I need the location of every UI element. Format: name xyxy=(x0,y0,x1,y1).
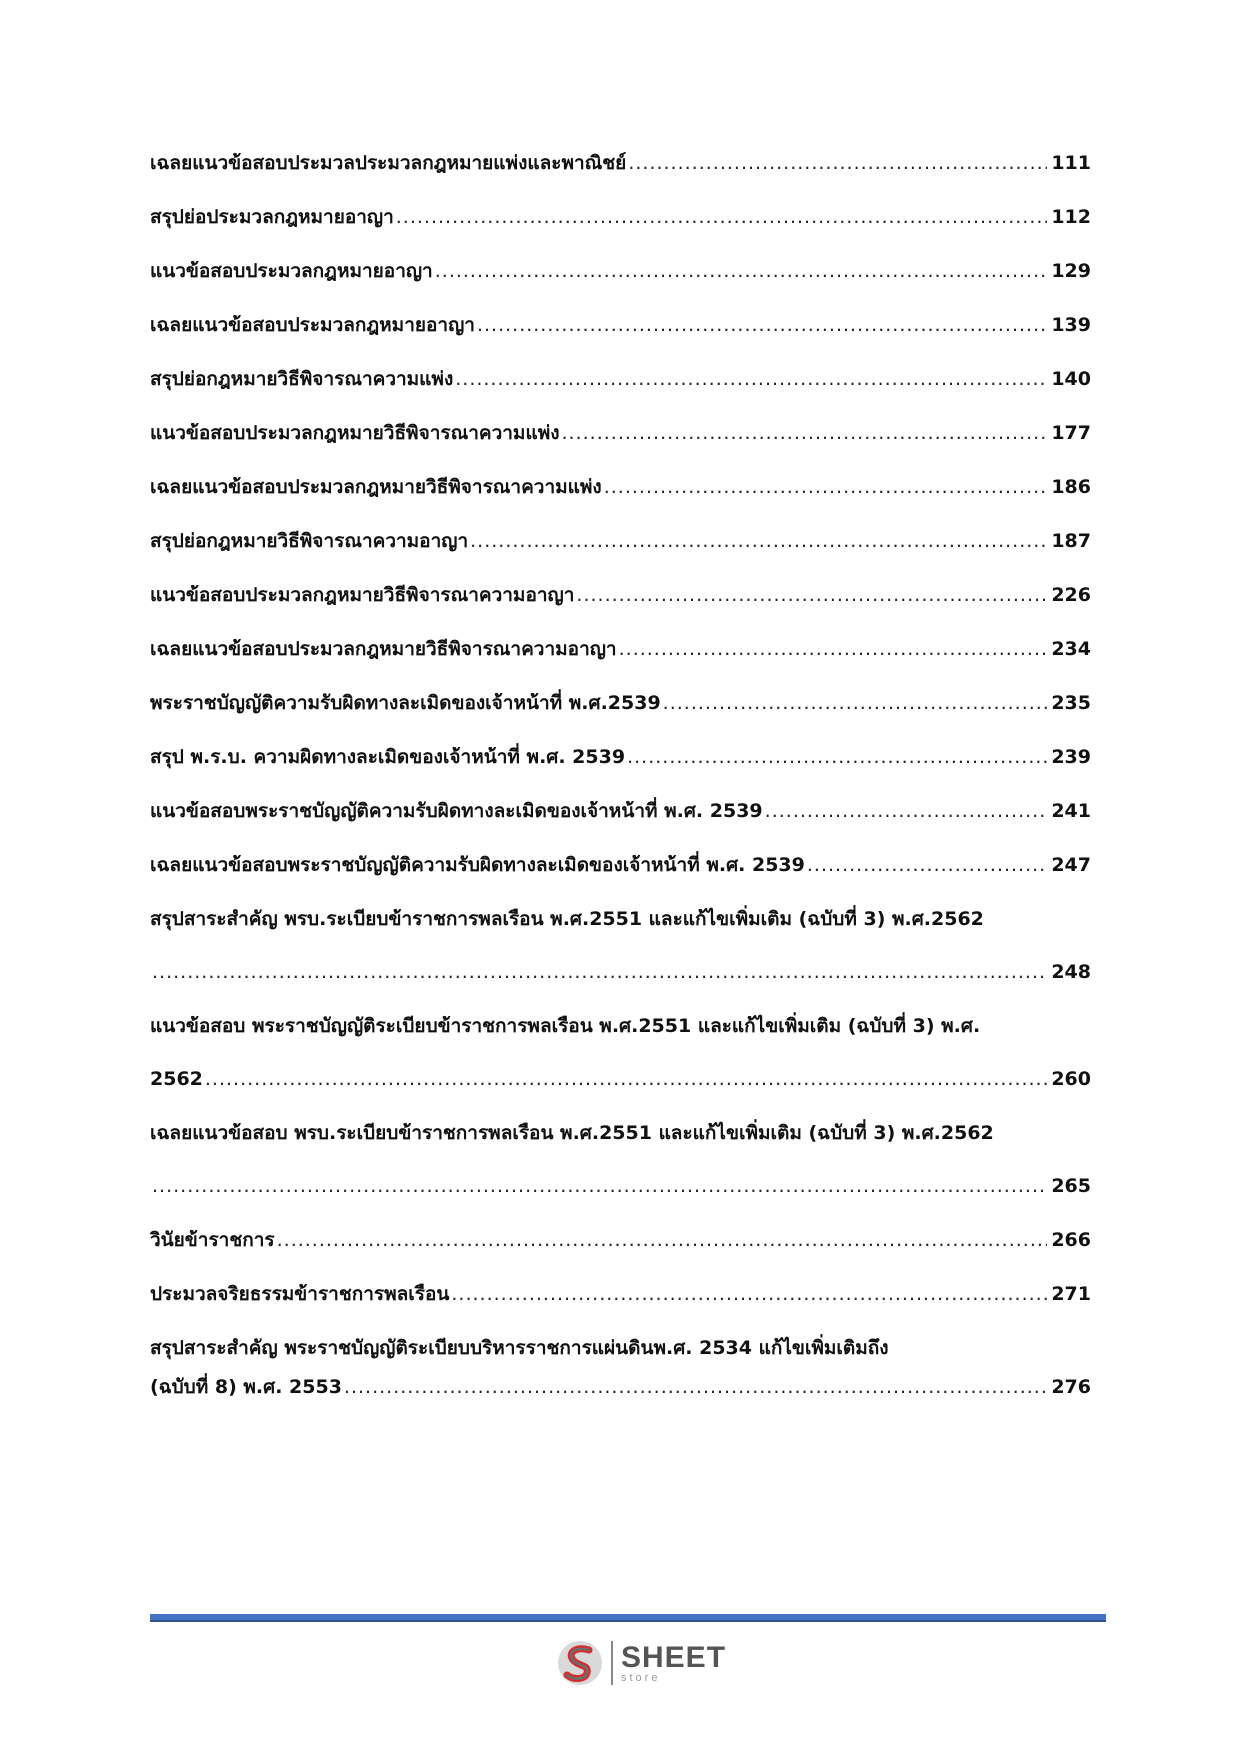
toc-entry[interactable] xyxy=(150,1279,1091,1309)
toc-entry-title: สรุปย่อประมวลกฎหมายอาญา xyxy=(150,206,394,228)
dot-leader xyxy=(628,148,1047,178)
toc-entry-page: 112 xyxy=(1051,206,1091,228)
toc-entry-page: 239 xyxy=(1051,746,1091,768)
toc-entry-title: สรุปย่อกฎหมายวิธีพิจารณาความอาญา xyxy=(150,530,469,552)
toc-entry-title: สรุปสาระสำคัญ พรบ.ระเบียบข้าราชการพลเรือน พ.ศ.2551 และแก้ไขเพิ่มเติม (ฉบับที่ 3) พ.ศ.2562 xyxy=(150,908,984,930)
dot-leader xyxy=(152,1171,1047,1201)
toc-entry-page: 111 xyxy=(1051,152,1091,174)
toc-entry-page: 235 xyxy=(1051,692,1091,714)
toc-entry-title: เฉลยแนวข้อสอบ พรบ.ระเบียบข้าราชการพลเรือน พ.ศ.2551 และแก้ไขเพิ่มเติม (ฉบับที่ 3) พ.ศ.2562 xyxy=(150,1122,994,1144)
toc-entry-title: วินัยข้าราชการ xyxy=(150,1229,275,1251)
toc-entry[interactable] xyxy=(150,580,1091,610)
toc-entry-page: 129 xyxy=(1051,260,1091,282)
toc-entry-page: 247 xyxy=(1051,854,1091,876)
dot-leader xyxy=(344,1372,1047,1402)
toc-entry-page: 265 xyxy=(1051,1175,1091,1197)
dot-leader xyxy=(576,580,1047,610)
logo-text xyxy=(621,1640,727,1684)
toc-entry-page: 186 xyxy=(1051,476,1091,498)
toc-entry-page: 248 xyxy=(1051,961,1091,983)
dot-leader xyxy=(663,688,1048,718)
toc-entry[interactable] xyxy=(150,904,1091,987)
toc-entry[interactable] xyxy=(150,1011,1091,1094)
toc-entry-page: 226 xyxy=(1051,584,1091,606)
toc-entry-page: 241 xyxy=(1051,800,1091,822)
toc-entry[interactable] xyxy=(150,256,1091,286)
toc-entry-page: 139 xyxy=(1051,314,1091,336)
toc-entry[interactable] xyxy=(150,1225,1091,1255)
toc-entry[interactable] xyxy=(150,148,1091,178)
toc-entry-title: เฉลยแนวข้อสอบประมวลประมวลกฎหมายแพ่งและพาณิชย์ xyxy=(150,152,627,174)
sheet-store-logo xyxy=(555,1636,726,1690)
toc-entry[interactable] xyxy=(150,202,1091,232)
toc-entry-title: สรุปย่อกฎหมายวิธีพิจารณาความแพ่ง xyxy=(150,368,454,390)
toc-entry-page: 260 xyxy=(1051,1068,1091,1090)
toc-entry[interactable] xyxy=(150,1118,1091,1201)
toc-entry-page: 140 xyxy=(1051,368,1091,390)
dot-leader xyxy=(807,850,1047,880)
dot-leader xyxy=(627,742,1047,772)
dot-leader xyxy=(562,418,1048,448)
logo-word: SHEET xyxy=(621,1640,727,1674)
toc-entry[interactable] xyxy=(150,472,1091,502)
dot-leader xyxy=(477,310,1047,340)
toc-entry-title: เฉลยแนวข้อสอบประมวลกฎหมายวิธีพิจารณาความอาญา xyxy=(150,638,617,660)
toc-entry-title: แนวข้อสอบ พระราชบัญญัติระเบียบข้าราชการพลเรือน พ.ศ.2551 และแก้ไขเพิ่มเติม (ฉบับที่ 3) พ.ศ. xyxy=(150,1015,981,1037)
toc-entry-page: 276 xyxy=(1051,1376,1091,1398)
toc-entry-page: 187 xyxy=(1051,530,1091,552)
footer-divider xyxy=(150,1614,1106,1622)
toc-entry[interactable] xyxy=(150,688,1091,718)
dot-leader xyxy=(205,1064,1047,1094)
logo-separator xyxy=(611,1641,613,1685)
toc-entry[interactable] xyxy=(150,850,1091,880)
toc-entry-title: พระราชบัญญัติความรับผิดทางละเมิดของเจ้าหน้าที่ พ.ศ.2539 xyxy=(150,692,661,714)
sheet-store-logo-icon xyxy=(555,1638,605,1688)
toc-entry[interactable] xyxy=(150,310,1091,340)
toc-entry[interactable] xyxy=(150,1333,1091,1402)
toc-entry-title: สรุป พ.ร.บ. ความผิดทางละเมิดของเจ้าหน้าที่ พ.ศ. 2539 xyxy=(150,746,626,768)
toc-entry-title: แนวข้อสอบพระราชบัญญัติความรับผิดทางละเมิดของเจ้าหน้าที่ พ.ศ. 2539 xyxy=(150,800,763,822)
toc-entry-title: ประมวลจริยธรรมข้าราชการพลเรือน xyxy=(150,1283,450,1305)
toc-entry-page: 177 xyxy=(1051,422,1091,444)
toc-entry-title-cont: (ฉบับที่ 8) พ.ศ. 2553 xyxy=(150,1376,342,1398)
toc-entry-title: สรุปสาระสำคัญ พระราชบัญญัติระเบียบบริหารราชการแผ่นดินพ.ศ. 2534 แก้ไขเพิ่มเติมถึง xyxy=(150,1337,889,1359)
toc-entry[interactable] xyxy=(150,742,1091,772)
toc-entry[interactable] xyxy=(150,418,1091,448)
dot-leader xyxy=(152,957,1047,987)
toc-entry-title: แนวข้อสอบประมวลกฎหมายอาญา xyxy=(150,260,433,282)
dot-leader xyxy=(396,202,1048,232)
toc-entry-title: เฉลยแนวข้อสอบประมวลกฎหมายอาญา xyxy=(150,314,475,336)
dot-leader xyxy=(604,472,1048,502)
toc-entry[interactable] xyxy=(150,526,1091,556)
dot-leader xyxy=(277,1225,1048,1255)
dot-leader xyxy=(619,634,1048,664)
toc-entry[interactable] xyxy=(150,634,1091,664)
dot-leader xyxy=(451,1279,1047,1309)
toc-entry[interactable] xyxy=(150,364,1091,394)
toc-entry-title-cont: 2562 xyxy=(150,1068,203,1090)
toc-entry-page: 271 xyxy=(1051,1283,1091,1305)
dot-leader xyxy=(455,364,1047,394)
toc-entry-title: เฉลยแนวข้อสอบประมวลกฎหมายวิธีพิจารณาความแพ่ง xyxy=(150,476,602,498)
dot-leader xyxy=(435,256,1048,286)
toc-entry-title: แนวข้อสอบประมวลกฎหมายวิธีพิจารณาความแพ่ง xyxy=(150,422,560,444)
dot-leader xyxy=(470,526,1047,556)
logo-subword: store xyxy=(621,1671,661,1684)
dot-leader xyxy=(765,796,1048,826)
toc-entry[interactable] xyxy=(150,796,1091,826)
toc-entry-title: แนวข้อสอบประมวลกฎหมายวิธีพิจารณาความอาญา xyxy=(150,584,575,606)
toc-entry-page: 234 xyxy=(1051,638,1091,660)
toc-entry-title: เฉลยแนวข้อสอบพระราชบัญญัติความรับผิดทางละเมิดของเจ้าหน้าที่ พ.ศ. 2539 xyxy=(150,854,805,876)
toc-entry-page: 266 xyxy=(1051,1229,1091,1251)
